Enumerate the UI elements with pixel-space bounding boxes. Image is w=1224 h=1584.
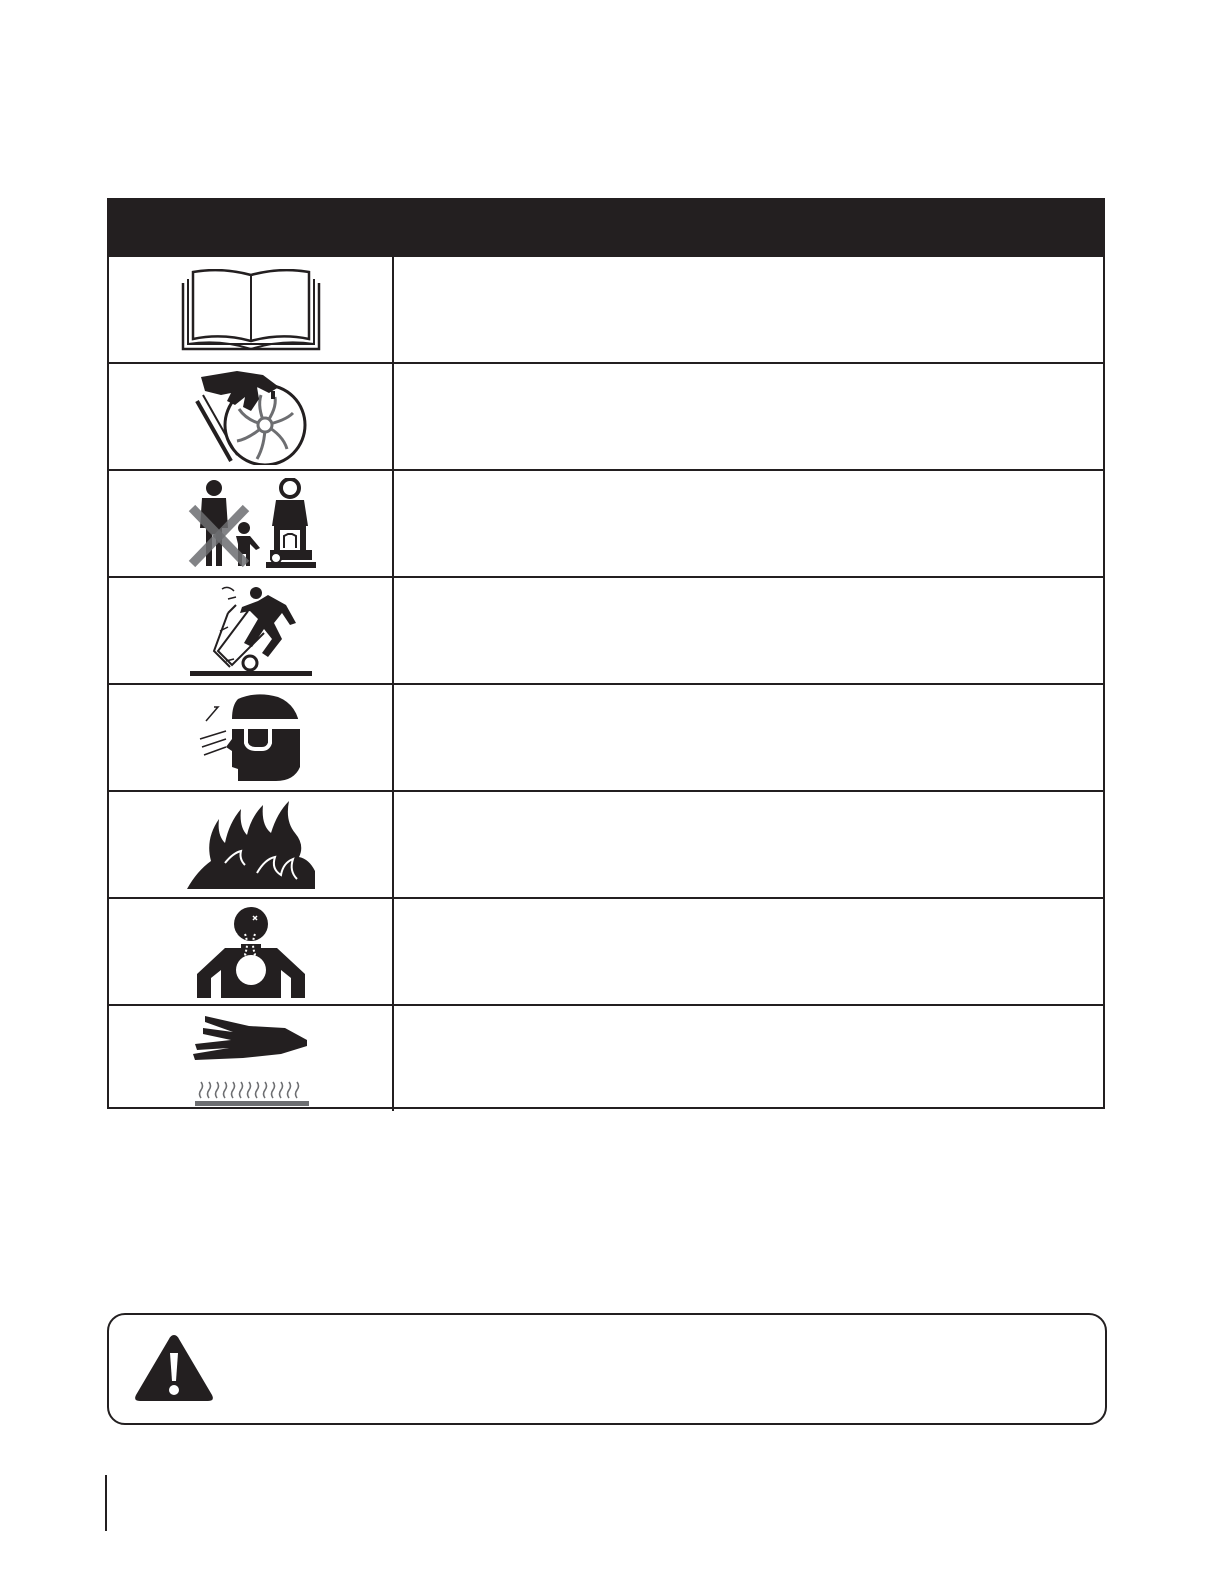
- description-cell: [394, 685, 1103, 790]
- hot-surface-burn-icon: [189, 1012, 313, 1106]
- table-row: [109, 576, 1103, 683]
- symbol-cell: [109, 899, 394, 1004]
- table-row: [109, 897, 1103, 1004]
- loss-of-control-fall-icon: [188, 583, 314, 679]
- table-row: [109, 790, 1103, 897]
- symbol-cell: [109, 471, 394, 576]
- table-header: [109, 200, 1103, 255]
- warning-box: [107, 1313, 1107, 1425]
- safety-symbols-table: [107, 198, 1105, 1109]
- symbol-cell: [109, 792, 394, 897]
- keep-bystanders-away-icon: [184, 478, 318, 570]
- hand-entanglement-impeller-icon: [191, 369, 311, 465]
- description-cell: [394, 899, 1103, 1004]
- description-cell: [394, 792, 1103, 897]
- description-cell: [394, 257, 1103, 362]
- table-row: [109, 255, 1103, 362]
- eye-protection-icon: [196, 693, 306, 783]
- table-row: [109, 469, 1103, 576]
- warning-triangle-icon: [132, 1331, 216, 1405]
- description-cell: [394, 364, 1103, 469]
- description-cell: [394, 471, 1103, 576]
- page-margin-rule: [105, 1475, 107, 1531]
- table-row: [109, 362, 1103, 469]
- symbol-cell: [109, 1006, 394, 1111]
- symbol-cell: [109, 257, 394, 362]
- read-manual-icon: [180, 269, 322, 351]
- table-row: [109, 1004, 1103, 1111]
- toxic-fumes-icon: [197, 904, 305, 1000]
- table-row: [109, 683, 1103, 790]
- symbol-cell: [109, 578, 394, 683]
- symbol-cell: [109, 364, 394, 469]
- fire-hazard-icon: [185, 799, 317, 891]
- description-cell: [394, 578, 1103, 683]
- description-cell: [394, 1006, 1103, 1111]
- symbol-cell: [109, 685, 394, 790]
